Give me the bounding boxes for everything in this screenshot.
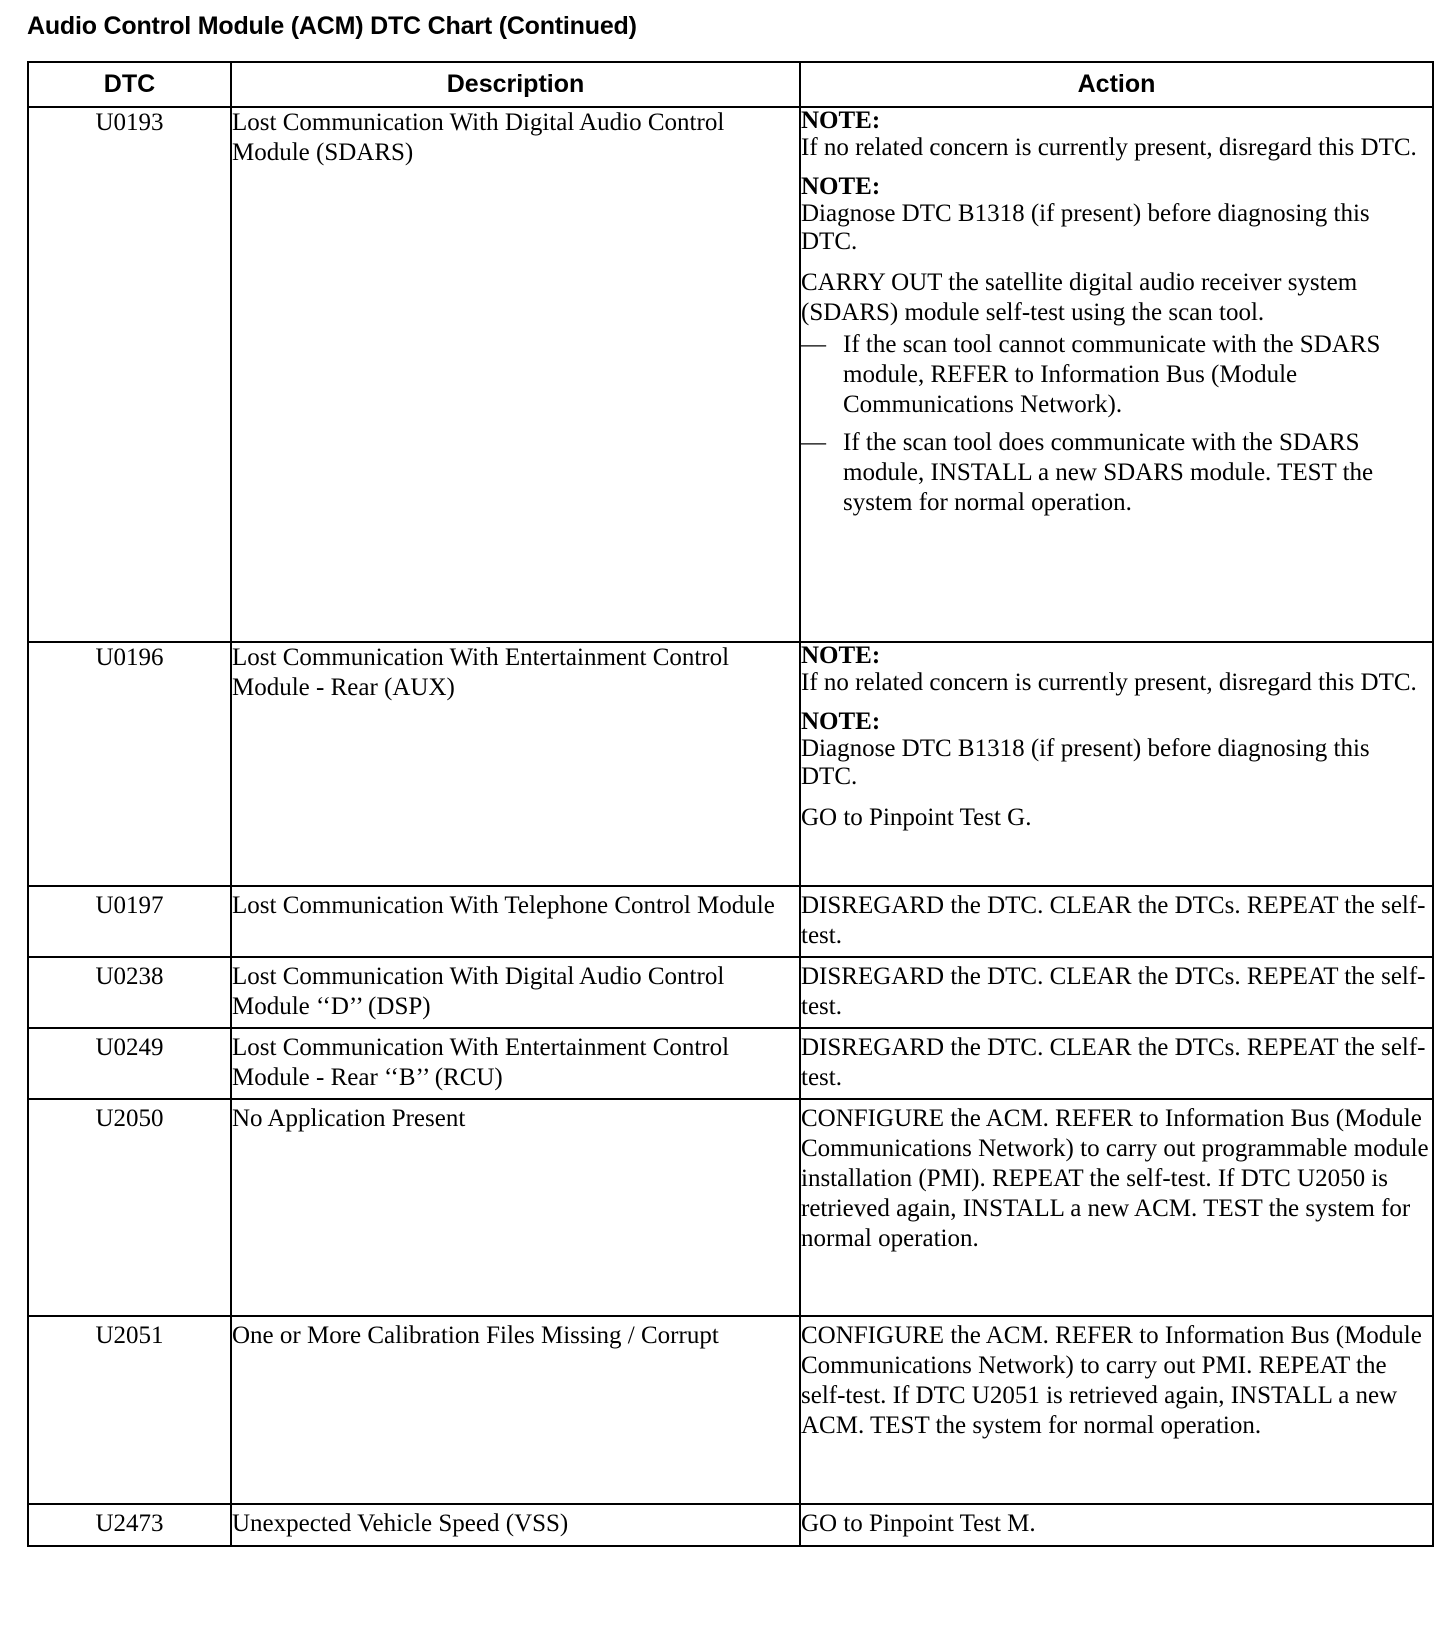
table-header-row: [28, 62, 1433, 107]
dtc-action: DISREGARD the DTC. CLEAR the DTCs. REPEAT the self-test.: [800, 886, 1433, 957]
dtc-code: U0249: [28, 1028, 231, 1099]
dtc-description: Lost Communication With Entertainment Control Module - Rear (AUX): [231, 642, 800, 886]
dash-bullet: —: [801, 429, 826, 456]
dtc-description: Lost Communication With Digital Audio Control Module ‘‘D’’ (DSP): [231, 957, 800, 1028]
dtc-description: No Application Present: [231, 1099, 800, 1316]
action-text: GO to Pinpoint Test G.: [801, 804, 1032, 831]
table-row: [28, 1099, 1433, 1316]
dtc-description: Unexpected Vehicle Speed (VSS): [231, 1504, 800, 1546]
header-dtc: DTC: [28, 62, 231, 107]
note-block: [801, 709, 1432, 791]
note-text: If no related concern is currently present, disregard this DTC.: [801, 134, 1417, 161]
page-title: Audio Control Module (ACM) DTC Chart (Continued): [27, 12, 637, 40]
table-row: [28, 1028, 1433, 1099]
note-text: If no related concern is currently present, disregard this DTC.: [801, 669, 1417, 696]
table-row: [28, 1316, 1433, 1504]
dtc-code: U2473: [28, 1504, 231, 1546]
dtc-action: GO to Pinpoint Test M.: [800, 1504, 1433, 1546]
dtc-code: U2050: [28, 1099, 231, 1316]
header-description: Description: [231, 62, 800, 107]
note-block: [801, 643, 1432, 697]
dtc-action: [800, 107, 1433, 642]
dtc-action: DISREGARD the DTC. CLEAR the DTCs. REPEAT the self-test.: [800, 957, 1433, 1028]
dtc-action: CONFIGURE the ACM. REFER to Information Bus (Module Communications Network) to carry out PMI. REPEAT the self-test. If DTC U2051 is retrieved again, INSTALL a new ACM. TEST the system for normal operation.: [800, 1316, 1433, 1504]
dtc-code: U0197: [28, 886, 231, 957]
note-label: NOTE:: [801, 642, 881, 669]
dtc-action: CONFIGURE the ACM. REFER to Information Bus (Module Communications Network) to carry out programmable module installation (PMI). REPEAT the self-test. If DTC U2050 is retrieved again, INSTALL a new ACM. TEST the system for normal operation.: [800, 1099, 1433, 1316]
action-text: CARRY OUT the satellite digital audio receiver system (SDARS) module self-test using the scan tool.: [801, 269, 1358, 326]
dash-bullet: —: [801, 331, 826, 358]
dtc-action: DISREGARD the DTC. CLEAR the DTCs. REPEAT the self-test.: [800, 1028, 1433, 1099]
list-item: [801, 330, 1432, 420]
dtc-code: U0238: [28, 957, 231, 1028]
dtc-description: Lost Communication With Digital Audio Control Module (SDARS): [231, 107, 800, 642]
dtc-code: U0196: [28, 642, 231, 886]
note-text: Diagnose DTC B1318 (if present) before diagnosing this DTC.: [801, 735, 1370, 790]
note-block: [801, 174, 1432, 256]
table-row: [28, 1504, 1433, 1546]
dtc-description: Lost Communication With Entertainment Control Module - Rear ‘‘B’’ (RCU): [231, 1028, 800, 1099]
note-label: NOTE:: [801, 708, 881, 735]
dtc-action: [800, 642, 1433, 886]
dtc-description: One or More Calibration Files Missing / Corrupt: [231, 1316, 800, 1504]
table-row: [28, 957, 1433, 1028]
note-block: [801, 108, 1432, 162]
note-label: NOTE:: [801, 107, 881, 134]
note-text: Diagnose DTC B1318 (if present) before diagnosing this DTC.: [801, 200, 1370, 255]
table-row: [28, 107, 1433, 642]
list-item-text: If the scan tool does communicate with the SDARS module, INSTALL a new SDARS module. TEST the system for normal operation.: [843, 429, 1374, 516]
dtc-chart-table: [27, 61, 1434, 1547]
table-row: [28, 642, 1433, 886]
list-item-text: If the scan tool cannot communicate with the SDARS module, REFER to Information Bus (Module Communications Network).: [843, 331, 1381, 418]
header-action: Action: [800, 62, 1433, 107]
note-label: NOTE:: [801, 173, 881, 200]
table-row: [28, 886, 1433, 957]
list-item: [801, 428, 1432, 518]
dtc-code: U0193: [28, 107, 231, 642]
dtc-code: U2051: [28, 1316, 231, 1504]
dtc-description: Lost Communication With Telephone Control Module: [231, 886, 800, 957]
